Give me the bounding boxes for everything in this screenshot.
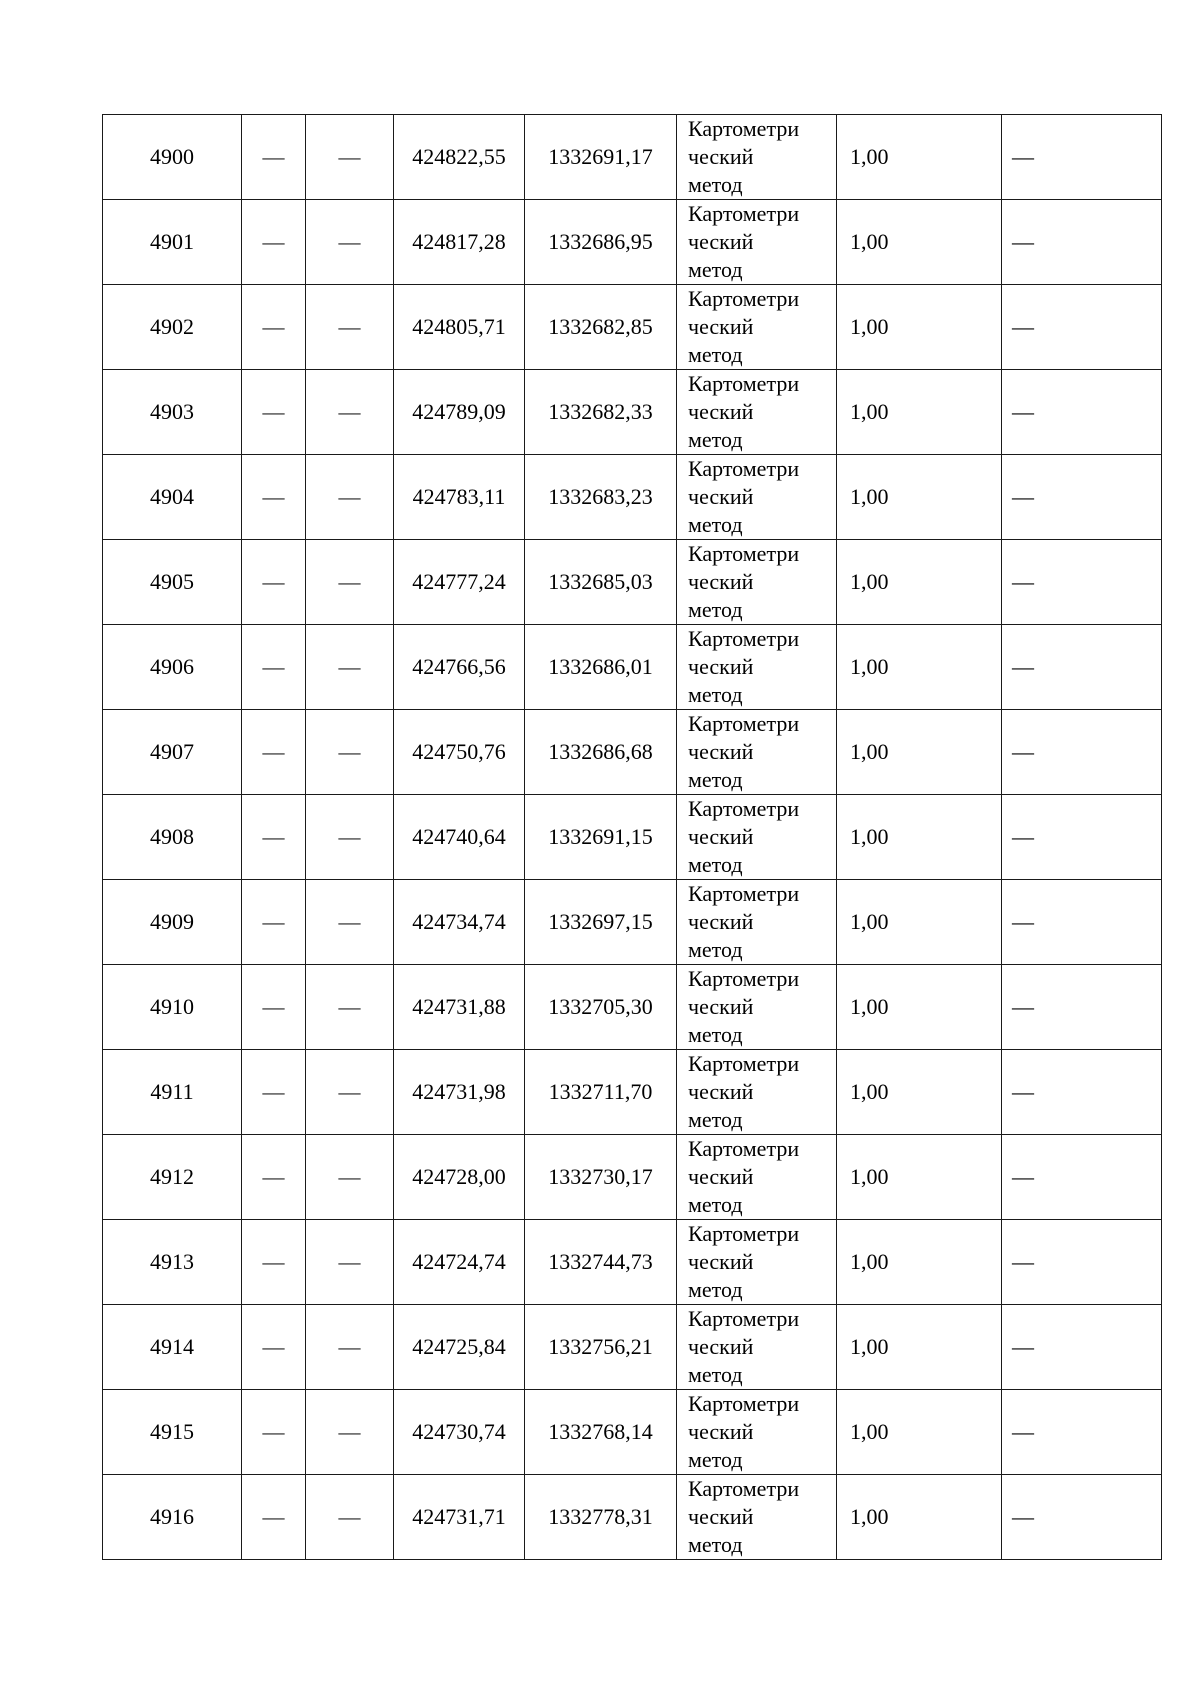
x-coordinate-cell: 424728,00 [394, 1135, 525, 1220]
point-number-cell: 4904 [103, 455, 242, 540]
method-line: метод [688, 257, 743, 282]
point-number-cell: 4903 [103, 370, 242, 455]
method-line: метод [688, 1022, 743, 1047]
precision-cell: 1,00 [837, 1050, 1002, 1135]
method-cell [677, 1050, 837, 1135]
x-coordinate-cell: 424783,11 [394, 455, 525, 540]
x-coordinate-cell: 424731,88 [394, 965, 525, 1050]
note-cell: — [1002, 1050, 1162, 1135]
x-coordinate-cell: 424730,74 [394, 1390, 525, 1475]
y-coordinate-cell: 1332691,15 [525, 795, 677, 880]
precision-cell: 1,00 [837, 795, 1002, 880]
method-cell [677, 115, 837, 200]
old-y-cell: — [306, 1475, 394, 1560]
method-line: ческий [688, 399, 754, 424]
point-number-cell: 4901 [103, 200, 242, 285]
y-coordinate-cell: 1332778,31 [525, 1475, 677, 1560]
note-cell: — [1002, 1305, 1162, 1390]
x-coordinate-cell: 424805,71 [394, 285, 525, 370]
x-coordinate-cell: 424766,56 [394, 625, 525, 710]
old-x-cell: — [242, 710, 306, 795]
old-y-cell: — [306, 540, 394, 625]
table-row [103, 710, 1162, 795]
note-cell: — [1002, 625, 1162, 710]
method-line: Картометри [688, 541, 800, 566]
old-x-cell: — [242, 455, 306, 540]
table-row [103, 455, 1162, 540]
method-line: Картометри [688, 711, 800, 736]
method-line: метод [688, 597, 743, 622]
old-x-cell: — [242, 285, 306, 370]
method-line: Картометри [688, 881, 800, 906]
method-cell [677, 370, 837, 455]
y-coordinate-cell: 1332756,21 [525, 1305, 677, 1390]
old-y-cell: — [306, 795, 394, 880]
old-x-cell: — [242, 200, 306, 285]
note-cell: — [1002, 1390, 1162, 1475]
table-row [103, 1220, 1162, 1305]
y-coordinate-cell: 1332686,68 [525, 710, 677, 795]
method-line: метод [688, 1362, 743, 1387]
method-line: Картометри [688, 1476, 800, 1501]
old-y-cell: — [306, 1050, 394, 1135]
y-coordinate-cell: 1332686,01 [525, 625, 677, 710]
point-number-cell: 4900 [103, 115, 242, 200]
note-cell: — [1002, 285, 1162, 370]
method-line: метод [688, 767, 743, 792]
old-x-cell: — [242, 1390, 306, 1475]
precision-cell: 1,00 [837, 455, 1002, 540]
y-coordinate-cell: 1332685,03 [525, 540, 677, 625]
method-line: ческий [688, 1419, 754, 1444]
y-coordinate-cell: 1332705,30 [525, 965, 677, 1050]
old-y-cell: — [306, 625, 394, 710]
note-cell: — [1002, 115, 1162, 200]
precision-cell: 1,00 [837, 625, 1002, 710]
y-coordinate-cell: 1332682,85 [525, 285, 677, 370]
method-line: ческий [688, 1249, 754, 1274]
old-y-cell: — [306, 1305, 394, 1390]
method-cell [677, 795, 837, 880]
method-cell [677, 1305, 837, 1390]
method-cell [677, 965, 837, 1050]
table-row [103, 1135, 1162, 1220]
y-coordinate-cell: 1332744,73 [525, 1220, 677, 1305]
old-y-cell: — [306, 370, 394, 455]
method-line: ческий [688, 909, 754, 934]
method-line: ческий [688, 1164, 754, 1189]
method-line: метод [688, 342, 743, 367]
method-line: Картометри [688, 1391, 800, 1416]
point-number-cell: 4914 [103, 1305, 242, 1390]
x-coordinate-cell: 424731,98 [394, 1050, 525, 1135]
precision-cell: 1,00 [837, 710, 1002, 795]
precision-cell: 1,00 [837, 965, 1002, 1050]
method-line: метод [688, 1192, 743, 1217]
x-coordinate-cell: 424734,74 [394, 880, 525, 965]
old-y-cell: — [306, 880, 394, 965]
note-cell: — [1002, 710, 1162, 795]
note-cell: — [1002, 540, 1162, 625]
method-line: ческий [688, 229, 754, 254]
method-line: метод [688, 172, 743, 197]
precision-cell: 1,00 [837, 370, 1002, 455]
table-row [103, 1050, 1162, 1135]
old-x-cell: — [242, 880, 306, 965]
method-line: ческий [688, 824, 754, 849]
table-row [103, 1305, 1162, 1390]
method-line: ческий [688, 569, 754, 594]
x-coordinate-cell: 424731,71 [394, 1475, 525, 1560]
old-x-cell: — [242, 1220, 306, 1305]
method-line: метод [688, 427, 743, 452]
method-line: ческий [688, 994, 754, 1019]
note-cell: — [1002, 1475, 1162, 1560]
method-line: ческий [688, 1504, 754, 1529]
table-row [103, 115, 1162, 200]
x-coordinate-cell: 424725,84 [394, 1305, 525, 1390]
point-number-cell: 4915 [103, 1390, 242, 1475]
old-y-cell: — [306, 1135, 394, 1220]
precision-cell: 1,00 [837, 285, 1002, 370]
x-coordinate-cell: 424750,76 [394, 710, 525, 795]
method-cell [677, 1135, 837, 1220]
method-line: метод [688, 1107, 743, 1132]
method-line: ческий [688, 654, 754, 679]
old-x-cell: — [242, 1305, 306, 1390]
method-line: Картометри [688, 1221, 800, 1246]
y-coordinate-cell: 1332768,14 [525, 1390, 677, 1475]
method-cell [677, 540, 837, 625]
method-line: метод [688, 1532, 743, 1557]
y-coordinate-cell: 1332686,95 [525, 200, 677, 285]
old-x-cell: — [242, 795, 306, 880]
point-number-cell: 4906 [103, 625, 242, 710]
x-coordinate-cell: 424817,28 [394, 200, 525, 285]
method-line: Картометри [688, 286, 800, 311]
coordinates-table [102, 114, 1162, 1560]
precision-cell: 1,00 [837, 115, 1002, 200]
note-cell: — [1002, 795, 1162, 880]
precision-cell: 1,00 [837, 540, 1002, 625]
method-line: Картометри [688, 626, 800, 651]
method-cell [677, 1220, 837, 1305]
y-coordinate-cell: 1332730,17 [525, 1135, 677, 1220]
old-y-cell: — [306, 1220, 394, 1305]
x-coordinate-cell: 424724,74 [394, 1220, 525, 1305]
table-body [103, 115, 1162, 1560]
precision-cell: 1,00 [837, 1390, 1002, 1475]
table-row [103, 200, 1162, 285]
old-x-cell: — [242, 625, 306, 710]
table-row [103, 1475, 1162, 1560]
table-row [103, 965, 1162, 1050]
method-line: ческий [688, 739, 754, 764]
old-x-cell: — [242, 1475, 306, 1560]
y-coordinate-cell: 1332711,70 [525, 1050, 677, 1135]
x-coordinate-cell: 424822,55 [394, 115, 525, 200]
method-line: Картометри [688, 371, 800, 396]
old-y-cell: — [306, 1390, 394, 1475]
method-line: ческий [688, 484, 754, 509]
old-x-cell: — [242, 370, 306, 455]
method-line: Картометри [688, 966, 800, 991]
old-y-cell: — [306, 200, 394, 285]
y-coordinate-cell: 1332682,33 [525, 370, 677, 455]
old-x-cell: — [242, 115, 306, 200]
method-cell [677, 1390, 837, 1475]
point-number-cell: 4908 [103, 795, 242, 880]
method-cell [677, 285, 837, 370]
method-cell [677, 455, 837, 540]
point-number-cell: 4905 [103, 540, 242, 625]
note-cell: — [1002, 200, 1162, 285]
y-coordinate-cell: 1332683,23 [525, 455, 677, 540]
point-number-cell: 4913 [103, 1220, 242, 1305]
method-line: метод [688, 1447, 743, 1472]
precision-cell: 1,00 [837, 1220, 1002, 1305]
old-x-cell: — [242, 1135, 306, 1220]
method-line: Картометри [688, 796, 800, 821]
method-line: метод [688, 512, 743, 537]
old-y-cell: — [306, 965, 394, 1050]
x-coordinate-cell: 424777,24 [394, 540, 525, 625]
method-cell [677, 710, 837, 795]
point-number-cell: 4916 [103, 1475, 242, 1560]
table-row [103, 540, 1162, 625]
table-row [103, 625, 1162, 710]
method-line: Картометри [688, 201, 800, 226]
method-line: метод [688, 852, 743, 877]
point-number-cell: 4909 [103, 880, 242, 965]
note-cell: — [1002, 455, 1162, 540]
note-cell: — [1002, 965, 1162, 1050]
method-line: Картометри [688, 456, 800, 481]
precision-cell: 1,00 [837, 1475, 1002, 1560]
old-x-cell: — [242, 965, 306, 1050]
old-y-cell: — [306, 710, 394, 795]
old-y-cell: — [306, 455, 394, 540]
old-y-cell: — [306, 285, 394, 370]
note-cell: — [1002, 880, 1162, 965]
table-row [103, 285, 1162, 370]
method-line: ческий [688, 144, 754, 169]
point-number-cell: 4911 [103, 1050, 242, 1135]
old-x-cell: — [242, 540, 306, 625]
table-row [103, 880, 1162, 965]
y-coordinate-cell: 1332697,15 [525, 880, 677, 965]
y-coordinate-cell: 1332691,17 [525, 115, 677, 200]
table-row [103, 370, 1162, 455]
point-number-cell: 4902 [103, 285, 242, 370]
method-line: Картометри [688, 1136, 800, 1161]
method-line: ческий [688, 1079, 754, 1104]
method-line: Картометри [688, 1306, 800, 1331]
method-line: метод [688, 937, 743, 962]
precision-cell: 1,00 [837, 1135, 1002, 1220]
method-cell [677, 625, 837, 710]
x-coordinate-cell: 424789,09 [394, 370, 525, 455]
method-line: Картометри [688, 116, 800, 141]
note-cell: — [1002, 1220, 1162, 1305]
table-row [103, 1390, 1162, 1475]
method-line: метод [688, 1277, 743, 1302]
method-line: ческий [688, 314, 754, 339]
old-y-cell: — [306, 115, 394, 200]
method-cell [677, 880, 837, 965]
method-line: Картометри [688, 1051, 800, 1076]
point-number-cell: 4907 [103, 710, 242, 795]
point-number-cell: 4912 [103, 1135, 242, 1220]
precision-cell: 1,00 [837, 200, 1002, 285]
x-coordinate-cell: 424740,64 [394, 795, 525, 880]
method-cell [677, 200, 837, 285]
table-row [103, 795, 1162, 880]
note-cell: — [1002, 370, 1162, 455]
precision-cell: 1,00 [837, 1305, 1002, 1390]
method-line: метод [688, 682, 743, 707]
method-cell [677, 1475, 837, 1560]
method-line: ческий [688, 1334, 754, 1359]
precision-cell: 1,00 [837, 880, 1002, 965]
point-number-cell: 4910 [103, 965, 242, 1050]
old-x-cell: — [242, 1050, 306, 1135]
note-cell: — [1002, 1135, 1162, 1220]
